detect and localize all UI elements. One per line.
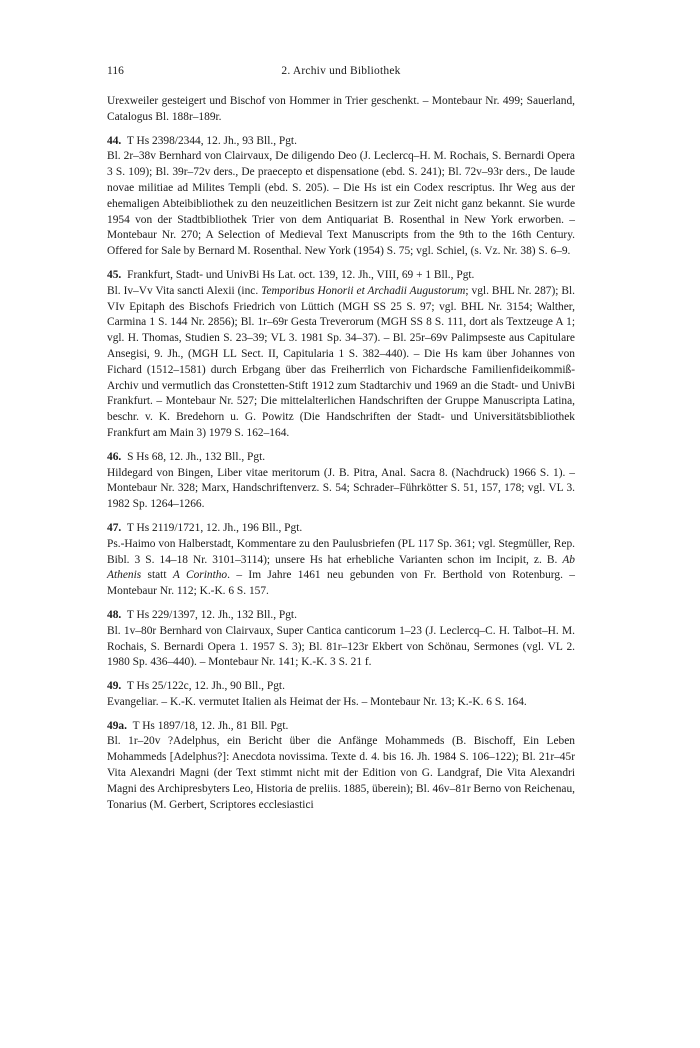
running-head: 2. Archiv und Bibliothek [281, 65, 401, 77]
entry-number: 47. [107, 521, 122, 534]
book-page [107, 64, 575, 813]
entry-variant-1: Ab Athenis [107, 553, 575, 582]
entry-heading [107, 268, 575, 284]
entry-number: 44. [107, 134, 122, 147]
entry-shelfmark: S Hs 68, 12. Jh., 132 Bll., Pgt. [127, 450, 266, 463]
entry-heading [107, 450, 575, 466]
entry-body: Evangeliar. – K.-K. vermutet Italien als Heimat der Hs. – Montebaur Nr. 13; K.-K. 6 S. 164. [107, 695, 527, 708]
entry-body-part: Ps.-Haimo von Halberstadt, Kommentare zu den Paulusbriefen (PL 117 Sp. 361; vgl. Stegmüller, Rep. Bibl. 3 S. 14–18 Nr. 3101–3114); unsere Hs hat erhebliche Varianten schon im Incipit, z. B. [107, 537, 575, 566]
page-number: 116 [107, 65, 124, 77]
entry-shelfmark: Frankfurt, Stadt- und UnivBi Hs Lat. oct. 139, 12. Jh., VIII, 69 + 1 Bll., Pgt. [127, 268, 475, 281]
entry-body: Bl. 2r–38v Bernhard von Clairvaux, De diligendo Deo (J. Leclercq–H. M. Rochais, S. Bernardi Opera 3 S. 109); Bl. 39r–72v ders., De praecepto et dispensatione (ebd. S. 241); Bl. 72v–93r ders., De laude novae militiae ad Milites Templi (ebd. S. 205). – Die Hs ist ein Codex rescriptus. Ihr Weg aus der ehemaligen Abteibibliothek zu den neuzeitlichen Besitzern ist zur Zeit nicht ganz bekannt. Sie wurde 1954 von der Stadtbibliothek Trier von dem Antiquariat B. Rosenthal in New York erworben. – Montebaur Nr. 270; A Selection of Medieval Text Manuscripts from the 9th to the 16th Century. Offered for Sale by Bernard M. Rosenthal. New York (1954) S. 75; vgl. Schiel, (s. Vz. Nr. 38) S. 6–9. [107, 150, 575, 258]
entry-body: Bl. 1r–20v ?Adelphus, ein Bericht über die Anfänge Mohammeds (B. Bischoff, Ein Leben Mohammeds [Adelphus?]: Anecdota novissima. Texte d. 4. bis 16. Jh. 1984 S. 106–122); Bl. 21r–45r Vita Alexandri Magni (der Text stimmt nicht mit der Edition von G. Landgraf, Die Vita Alexandri Magni des Archipresbyters Leo, Historia de preliis. 1885, überein); Bl. 46v–81r Berno von Reichenau, Tonarius (M. Gerbert, Scriptores ecclesiastici [107, 735, 575, 811]
entry-shelfmark: T Hs 25/122c, 12. Jh., 90 Bll., Pgt. [126, 680, 285, 693]
entry-shelfmark: T Hs 2119/1721, 12. Jh., 196 Bll., Pgt. [126, 521, 303, 534]
continuation-paragraph: Urexweiler gesteigert und Bischof von Hommer in Trier geschenkt. – Montebaur Nr. 499; Sauerland, Catalogus Bl. 188r–189r. [107, 95, 575, 123]
entry-body: Hildegard von Bingen, Liber vitae meritorum (J. B. Pitra, Anal. Sacra 8. (Nachdruck) 1966 S. 1). – Montebaur Nr. 328; Marx, Handschriftenverz. S. 54; Schrader–Führkötter S. 51, 157, 178; vgl. VL 3. 1982 Sp. 1264–1266. [107, 466, 575, 511]
entry-heading [107, 521, 575, 537]
entry-body-part: . – Im Jahre 1461 neu gebunden von Fr. Berthold von Rotenburg. – Montebaur Nr. 112; K.-K. 6 S. 157. [107, 569, 575, 598]
entry-number: 46. [107, 450, 122, 463]
entry-number: 48. [107, 608, 122, 621]
entry-body-part: Bl. Iv–Vv Vita sancti Alexii (inc. [107, 284, 262, 297]
entry-body: Bl. 1v–80r Bernhard von Clairvaux, Super Cantica canticorum 1–23 (J. Leclercq–C. H. Talbot–H. M. Rochais, S. Bernardi Opera 1. 1957 S. 3); Bl. 81r–123r Ekbert von Schönau, Sermones (vgl. VL 2. 1980 Sp. 436–440). – Montebaur Nr. 141; K.-K. 3 S. 21 f. [107, 624, 575, 669]
entry-shelfmark: T Hs 1897/18, 12. Jh., 81 Bll. Pgt. [132, 719, 289, 732]
entry-body-part: statt [141, 569, 173, 582]
catalog-entry-49a [107, 719, 575, 814]
catalog-entry-48 [107, 608, 575, 671]
entry-variant-2: A Corintho [172, 569, 228, 582]
catalog-entry-47 [107, 521, 575, 600]
catalog-entry-45 [107, 268, 575, 442]
catalog-entry-49 [107, 679, 575, 711]
entry-incipit: Temporibus Honorii et Archadii Augustorum [261, 284, 466, 297]
entry-number: 49a. [107, 719, 127, 732]
entry-shelfmark: T Hs 229/1397, 12. Jh., 132 Bll., Pgt. [126, 608, 297, 621]
catalog-entry-44 [107, 134, 575, 260]
entry-heading [107, 719, 575, 735]
entry-heading [107, 134, 575, 150]
entry-number: 49. [107, 680, 122, 693]
entry-shelfmark: T Hs 2398/2344, 12. Jh., 93 Bll., Pgt. [126, 134, 297, 147]
page-header [107, 64, 575, 84]
entry-body-part: ; vgl. BHL Nr. 287); Bl. VIv Epitaph des Bischofs Friedrich von Lüttich (MGH SS 25 S. 97; vgl. BHL Nr. 3154; Walther, Carmina 1 S. 144 Nr. 2856); Bl. 1r–69r Gesta Treverorum (MGH SS 8 S. 111, dort als Textzeuge A 1; vgl. H. Thomas, Studien S. 23–39; VL 3. 1981 Sp. 34–37). – Bl. 25r–69v Palimpseste aus Capitulare Ansegisi, 9. Jh., (MGH LL Sect. II, Capitularia 1 S. 382–440). – Die Hs kam über Johannes von Fichard (1512–1581) durch Erbgang über das Freiherrlich von Fichardsche Familienfideikommiß-Archiv und vermutlich das Cronstetten-Stift 1912 zum Stadtarchiv und 1969 an die Stadt- und UnivBi Frankfurt. – Montebaur Nr. 527; Die mittelalterlichen Handschriften der Gruppe Manuscripta Latina, beschr. v. K. Bredehorn u. G. Powitz (Die Handschriften der Stadt- und Universitätsbibliothek Frankfurt am Main 3) 1979 S. 162–164. [107, 284, 575, 439]
entry-heading [107, 679, 575, 695]
entry-heading [107, 608, 575, 624]
entry-number: 45. [107, 268, 122, 281]
catalog-entry-46 [107, 450, 575, 513]
